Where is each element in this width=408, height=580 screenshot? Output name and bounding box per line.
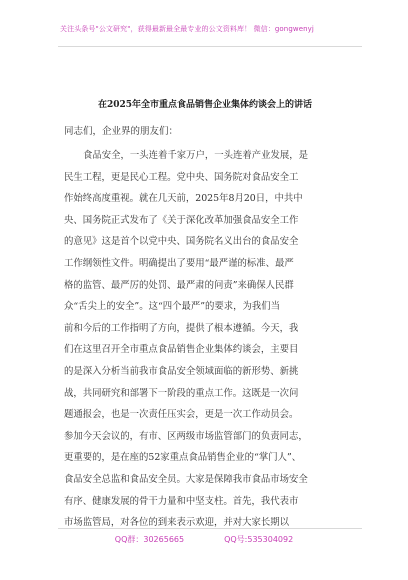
text-line: 题通报会，也是一次责任压实会，更是一次工作动员会。 <box>64 409 299 421</box>
text-line: 更重要的，是在座的52家重点食品销售企业的“掌门人”、 <box>64 452 302 464</box>
text-line: 民生工程，更是民心工程。党中央、国务院对食品安全工 <box>64 171 299 183</box>
footer-divider <box>58 528 362 529</box>
text-line: 们在这里召开全市重点食品销售企业集体约谈会，主要目 <box>64 344 299 356</box>
header-notice: 关注头条号"公文研究"，获得最新最全最专业的公文资料库！ 微信：gongwenyj <box>60 25 314 33</box>
text-line: 战，共同研究和部署下一阶段的重点工作。这既是一次问 <box>64 387 299 399</box>
text-line: 格的监管、最严厉的处罚、最严肃的问责”来确保人民群 <box>64 279 294 291</box>
text-line: 食品安全总监和食品安全员。大家是保障我市食品市场安全 <box>64 473 308 485</box>
text-line: 参加今天会议的，有市、区两级市场监管部门的负责同志， <box>64 430 308 442</box>
text-line: 央、国务院正式发布了《关于深化改革加强食品安全工作 <box>64 214 299 226</box>
text-line: 有序、健康发展的骨干力量和中坚支柱。首先，我代表市 <box>64 495 299 507</box>
text-line: 食品安全，一头连着千家万户，一头连着产业发展，是 <box>83 150 309 161</box>
text-line: 市场监管局，对各位的到来表示欢迎，并对大家长期以 <box>64 517 290 529</box>
text-line: 的意见》这是首个以党中央、国务院名义出台的食品安全 <box>64 236 299 248</box>
greeting: 同志们，企业界的朋友们： <box>64 126 179 137</box>
body-text <box>64 145 349 534</box>
qq-number: QQ号:535304092 <box>224 535 294 544</box>
text-line: 众“舌尖上的安全”。这“四个最严”的要求，为我们当 <box>64 301 281 313</box>
footer-contact <box>0 534 408 545</box>
text-line: 的是深入分析当前我市食品安全领域面临的新形势、新挑 <box>64 365 299 377</box>
text-line: 工作纲领性文件。明确提出了要用“最严谨的标准、最严 <box>64 257 294 269</box>
text-line: 作始终高度重视。就在几天前，2025年8月20日，中共中 <box>64 193 303 205</box>
header-divider <box>58 46 362 47</box>
document-title: 在2025年全市重点食品销售企业集体约谈会上的讲话 <box>97 100 313 110</box>
qq-group: QQ群：30265665 <box>114 535 185 544</box>
text-line: 前和今后的工作指明了方向，提供了根本遵循。今天，我 <box>64 322 299 334</box>
